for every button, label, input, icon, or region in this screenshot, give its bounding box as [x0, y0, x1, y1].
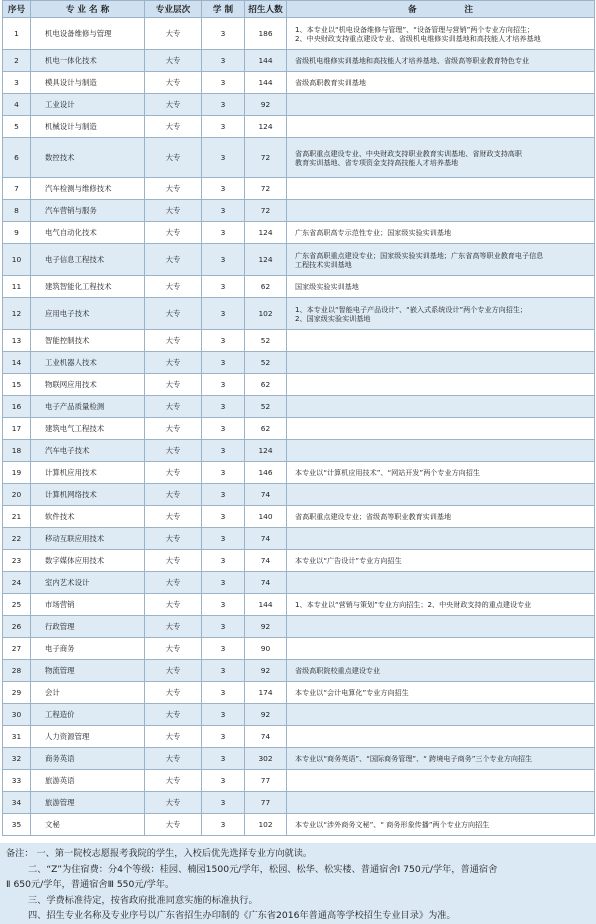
row-seq: 32: [3, 748, 31, 770]
row-remark: [287, 200, 595, 222]
row-remark: [287, 484, 595, 506]
row-seq: 2: [3, 50, 31, 72]
row-remark: 省级高职院校重点建设专业: [287, 660, 595, 682]
row-years: 3: [202, 572, 245, 594]
header-name: 专 业 名 称: [31, 1, 145, 18]
row-years: 3: [202, 770, 245, 792]
row-quota: 124: [245, 440, 287, 462]
row-name: 机械设计与制造: [31, 116, 145, 138]
row-name: 机电一体化技术: [31, 50, 145, 72]
row-level: 大专: [145, 726, 202, 748]
row-level: 大专: [145, 770, 202, 792]
table-header-row: [3, 1, 595, 18]
table-row: [3, 660, 595, 682]
row-name: 软件技术: [31, 506, 145, 528]
row-remark: [287, 792, 595, 814]
row-years: 3: [202, 396, 245, 418]
row-seq: 34: [3, 792, 31, 814]
table-row: [3, 244, 595, 276]
row-name: 行政管理: [31, 616, 145, 638]
row-remark: 本专业以“会计电算化”专业方向招生: [287, 682, 595, 704]
row-seq: 19: [3, 462, 31, 484]
row-name: 电子商务: [31, 638, 145, 660]
row-level: 大专: [145, 330, 202, 352]
row-level: 大专: [145, 506, 202, 528]
row-name: 物联网应用技术: [31, 374, 145, 396]
row-seq: 28: [3, 660, 31, 682]
row-seq: 5: [3, 116, 31, 138]
row-level: 大专: [145, 244, 202, 276]
row-remark: 省高职重点建设专业；省级高等职业教育实训基地: [287, 506, 595, 528]
row-seq: 20: [3, 484, 31, 506]
row-remark: [287, 94, 595, 116]
row-quota: 144: [245, 594, 287, 616]
row-name: 电子信息工程技术: [31, 244, 145, 276]
row-remark: 本专业以“广告设计”专业方向招生: [287, 550, 595, 572]
row-level: 大专: [145, 616, 202, 638]
row-seq: 25: [3, 594, 31, 616]
row-name: 建筑电气工程技术: [31, 418, 145, 440]
row-level: 大专: [145, 594, 202, 616]
row-level: 大专: [145, 572, 202, 594]
table-row: [3, 682, 595, 704]
table-row: [3, 748, 595, 770]
header-quota: 招生人数: [245, 1, 287, 18]
row-remark: [287, 704, 595, 726]
row-quota: 77: [245, 770, 287, 792]
row-seq: 12: [3, 298, 31, 330]
table-row: [3, 638, 595, 660]
row-years: 3: [202, 138, 245, 178]
row-seq: 13: [3, 330, 31, 352]
row-name: 数控技术: [31, 138, 145, 178]
row-quota: 144: [245, 50, 287, 72]
row-years: 3: [202, 660, 245, 682]
row-seq: 3: [3, 72, 31, 94]
row-quota: 102: [245, 814, 287, 836]
row-remark: 省高职重点建设专业、中央财政支持职业教育实训基地、省财政支持高职 教育实训基地、省专项资金支持高技能人才培养基地: [287, 138, 595, 178]
row-seq: 7: [3, 178, 31, 200]
row-seq: 6: [3, 138, 31, 178]
row-seq: 22: [3, 528, 31, 550]
row-seq: 24: [3, 572, 31, 594]
row-name: 工程造价: [31, 704, 145, 726]
row-level: 大专: [145, 814, 202, 836]
row-name: 汽车营销与服务: [31, 200, 145, 222]
row-years: 3: [202, 18, 245, 50]
row-seq: 35: [3, 814, 31, 836]
row-seq: 26: [3, 616, 31, 638]
row-quota: 92: [245, 94, 287, 116]
row-name: 商务英语: [31, 748, 145, 770]
row-level: 大专: [145, 748, 202, 770]
row-level: 大专: [145, 352, 202, 374]
row-quota: 90: [245, 638, 287, 660]
table-row: [3, 462, 595, 484]
table-row: [3, 594, 595, 616]
row-level: 大专: [145, 50, 202, 72]
row-remark: [287, 418, 595, 440]
row-seq: 9: [3, 222, 31, 244]
row-years: 3: [202, 682, 245, 704]
row-quota: 72: [245, 200, 287, 222]
row-quota: 62: [245, 374, 287, 396]
row-name: 工业机器人技术: [31, 352, 145, 374]
row-quota: 144: [245, 72, 287, 94]
row-quota: 77: [245, 792, 287, 814]
row-remark: 1、本专业以“机电设备维修与管理”、“设备管理与营销”两个专业方向招生； 2、中央财政支持重点建设专业、省级机电维修实训基地和高技能人才培养基地: [287, 18, 595, 50]
row-years: 3: [202, 330, 245, 352]
row-years: 3: [202, 594, 245, 616]
row-quota: 52: [245, 352, 287, 374]
table-row: [3, 200, 595, 222]
row-remark: [287, 726, 595, 748]
table-row: [3, 94, 595, 116]
row-quota: 92: [245, 704, 287, 726]
row-name: 移动互联应用技术: [31, 528, 145, 550]
row-years: 3: [202, 704, 245, 726]
row-name: 旅游管理: [31, 792, 145, 814]
row-years: 3: [202, 528, 245, 550]
row-seq: 16: [3, 396, 31, 418]
row-name: 模具设计与制造: [31, 72, 145, 94]
table-row: [3, 770, 595, 792]
row-seq: 29: [3, 682, 31, 704]
table-row: [3, 374, 595, 396]
row-seq: 14: [3, 352, 31, 374]
table-row: [3, 330, 595, 352]
row-remark: [287, 374, 595, 396]
row-seq: 17: [3, 418, 31, 440]
row-seq: 10: [3, 244, 31, 276]
row-remark: [287, 330, 595, 352]
row-remark: 省级机电维修实训基地和高技能人才培养基地、省级高等职业教育特色专业: [287, 50, 595, 72]
row-years: 3: [202, 374, 245, 396]
enrollment-table: [2, 0, 595, 836]
note-4: 四、招生专业名称及专业序号以广东省招生办印制的《广东省2016年普通高等学校招生专业目录》为准。: [28, 910, 456, 921]
row-level: 大专: [145, 138, 202, 178]
table-row: [3, 616, 595, 638]
note-2a: 二、“Z”为住宿费：分4个等级：桂园、楠园1500元/学年，松园、松华、松实楼、普通宿舍Ⅰ 750元/学年，普通宿舍: [28, 863, 498, 875]
row-level: 大专: [145, 660, 202, 682]
row-level: 大专: [145, 18, 202, 50]
row-level: 大专: [145, 298, 202, 330]
table-row: [3, 138, 595, 178]
row-seq: 18: [3, 440, 31, 462]
table-row: [3, 352, 595, 374]
row-seq: 31: [3, 726, 31, 748]
row-name: 智能控制技术: [31, 330, 145, 352]
row-quota: 124: [245, 222, 287, 244]
row-quota: 74: [245, 572, 287, 594]
row-remark: [287, 572, 595, 594]
row-seq: 30: [3, 704, 31, 726]
row-name: 人力资源管理: [31, 726, 145, 748]
row-level: 大专: [145, 200, 202, 222]
row-remark: 本专业以“商务英语”、“国际商务管理”、“ 跨境电子商务”三个专业方向招生: [287, 748, 595, 770]
row-quota: 52: [245, 396, 287, 418]
row-remark: 省级高职教育实训基地: [287, 72, 595, 94]
header-level: 专业层次: [145, 1, 202, 18]
row-level: 大专: [145, 276, 202, 298]
row-remark: [287, 396, 595, 418]
table-row: [3, 506, 595, 528]
row-years: 3: [202, 72, 245, 94]
row-level: 大专: [145, 418, 202, 440]
row-remark: [287, 352, 595, 374]
row-seq: 11: [3, 276, 31, 298]
header-years: 学 制: [202, 1, 245, 18]
row-years: 3: [202, 814, 245, 836]
table-row: [3, 528, 595, 550]
row-seq: 4: [3, 94, 31, 116]
row-years: 3: [202, 484, 245, 506]
row-quota: 72: [245, 138, 287, 178]
row-years: 3: [202, 726, 245, 748]
row-years: 3: [202, 418, 245, 440]
table-row: [3, 572, 595, 594]
row-seq: 1: [3, 18, 31, 50]
header-remark: 备 注: [287, 1, 595, 18]
row-level: 大专: [145, 550, 202, 572]
row-years: 3: [202, 244, 245, 276]
row-years: 3: [202, 298, 245, 330]
row-years: 3: [202, 276, 245, 298]
row-remark: 1、本专业以“智能电子产品设计”、“嵌入式系统设计”两个专业方向招生； 2、国家级实验实训基地: [287, 298, 595, 330]
row-remark: [287, 638, 595, 660]
row-name: 市场营销: [31, 594, 145, 616]
row-name: 应用电子技术: [31, 298, 145, 330]
row-quota: 302: [245, 748, 287, 770]
row-name: 物流管理: [31, 660, 145, 682]
notes-section: [0, 843, 596, 924]
table-row: [3, 50, 595, 72]
row-quota: 62: [245, 276, 287, 298]
row-remark: 本专业以“计算机应用技术”、“网站开发”两个专业方向招生: [287, 462, 595, 484]
row-years: 3: [202, 178, 245, 200]
row-name: 汽车检测与维修技术: [31, 178, 145, 200]
row-years: 3: [202, 748, 245, 770]
note-3: 三、学费标准待定，按省政府批准同意实施的标准执行。: [28, 894, 258, 906]
row-level: 大专: [145, 462, 202, 484]
row-years: 3: [202, 462, 245, 484]
note-1: 一、第一院校志愿报考我院的学生，入校后优先选择专业方向就读。: [36, 848, 313, 859]
table-row: [3, 792, 595, 814]
row-level: 大专: [145, 704, 202, 726]
row-quota: 62: [245, 418, 287, 440]
row-quota: 52: [245, 330, 287, 352]
row-remark: 广东省高职重点建设专业；国家级实验实训基地；广东省高等职业教育电子信息 工程技术实训基地: [287, 244, 595, 276]
row-name: 计算机网络技术: [31, 484, 145, 506]
row-level: 大专: [145, 440, 202, 462]
row-level: 大专: [145, 682, 202, 704]
table-row: [3, 18, 595, 50]
row-name: 电子产品质量检测: [31, 396, 145, 418]
row-name: 汽车电子技术: [31, 440, 145, 462]
table-row: [3, 116, 595, 138]
row-seq: 33: [3, 770, 31, 792]
row-name: 计算机应用技术: [31, 462, 145, 484]
row-quota: 124: [245, 244, 287, 276]
row-years: 3: [202, 440, 245, 462]
row-level: 大专: [145, 374, 202, 396]
table-row: [3, 704, 595, 726]
table-row: [3, 418, 595, 440]
note-2b: Ⅱ 650元/学年，普通宿舍Ⅲ 550元/学年。: [6, 879, 175, 890]
table-row: [3, 396, 595, 418]
row-quota: 124: [245, 116, 287, 138]
row-remark: [287, 178, 595, 200]
row-quota: 102: [245, 298, 287, 330]
row-remark: 1、本专业以“营销与策划”专业方向招生；2、中央财政支持的重点建设专业: [287, 594, 595, 616]
row-quota: 92: [245, 660, 287, 682]
row-level: 大专: [145, 178, 202, 200]
row-remark: [287, 440, 595, 462]
row-name: 会计: [31, 682, 145, 704]
row-name: 工业设计: [31, 94, 145, 116]
row-quota: 74: [245, 726, 287, 748]
row-years: 3: [202, 352, 245, 374]
row-quota: 186: [245, 18, 287, 50]
table-body: [3, 18, 595, 836]
row-level: 大专: [145, 222, 202, 244]
row-seq: 15: [3, 374, 31, 396]
row-quota: 74: [245, 484, 287, 506]
row-remark: [287, 616, 595, 638]
row-seq: 21: [3, 506, 31, 528]
row-name: 电气自动化技术: [31, 222, 145, 244]
row-name: 室内艺术设计: [31, 572, 145, 594]
row-seq: 8: [3, 200, 31, 222]
row-years: 3: [202, 222, 245, 244]
table-row: [3, 814, 595, 836]
table-row: [3, 276, 595, 298]
row-quota: 74: [245, 528, 287, 550]
row-remark: 国家级实验实训基地: [287, 276, 595, 298]
row-years: 3: [202, 94, 245, 116]
table-row: [3, 298, 595, 330]
table-row: [3, 222, 595, 244]
row-level: 大专: [145, 72, 202, 94]
row-level: 大专: [145, 528, 202, 550]
row-quota: 146: [245, 462, 287, 484]
table-row: [3, 178, 595, 200]
row-level: 大专: [145, 396, 202, 418]
row-name: 旅游英语: [31, 770, 145, 792]
row-name: 数字媒体应用技术: [31, 550, 145, 572]
row-years: 3: [202, 792, 245, 814]
row-quota: 140: [245, 506, 287, 528]
row-years: 3: [202, 50, 245, 72]
row-seq: 23: [3, 550, 31, 572]
row-level: 大专: [145, 116, 202, 138]
notes-label: 备注：: [6, 848, 34, 859]
table-row: [3, 726, 595, 748]
row-level: 大专: [145, 638, 202, 660]
table-row: [3, 440, 595, 462]
header-seq: 序号: [3, 1, 31, 18]
row-name: 建筑智能化工程技术: [31, 276, 145, 298]
row-quota: 92: [245, 616, 287, 638]
row-years: 3: [202, 116, 245, 138]
row-name: 机电设备维修与管理: [31, 18, 145, 50]
row-remark: [287, 770, 595, 792]
row-quota: 174: [245, 682, 287, 704]
row-seq: 27: [3, 638, 31, 660]
table-row: [3, 484, 595, 506]
row-level: 大专: [145, 484, 202, 506]
row-years: 3: [202, 638, 245, 660]
row-years: 3: [202, 550, 245, 572]
row-remark: 广东省高职高专示范性专业；国家级实验实训基地: [287, 222, 595, 244]
table-row: [3, 72, 595, 94]
row-remark: [287, 528, 595, 550]
row-years: 3: [202, 200, 245, 222]
row-years: 3: [202, 616, 245, 638]
row-years: 3: [202, 506, 245, 528]
row-name: 文秘: [31, 814, 145, 836]
row-remark: 本专业以“涉外商务文秘”、“ 商务形象传播”两个专业方向招生: [287, 814, 595, 836]
row-remark: [287, 116, 595, 138]
row-level: 大专: [145, 94, 202, 116]
table-row: [3, 550, 595, 572]
row-level: 大专: [145, 792, 202, 814]
row-quota: 74: [245, 550, 287, 572]
row-quota: 72: [245, 178, 287, 200]
